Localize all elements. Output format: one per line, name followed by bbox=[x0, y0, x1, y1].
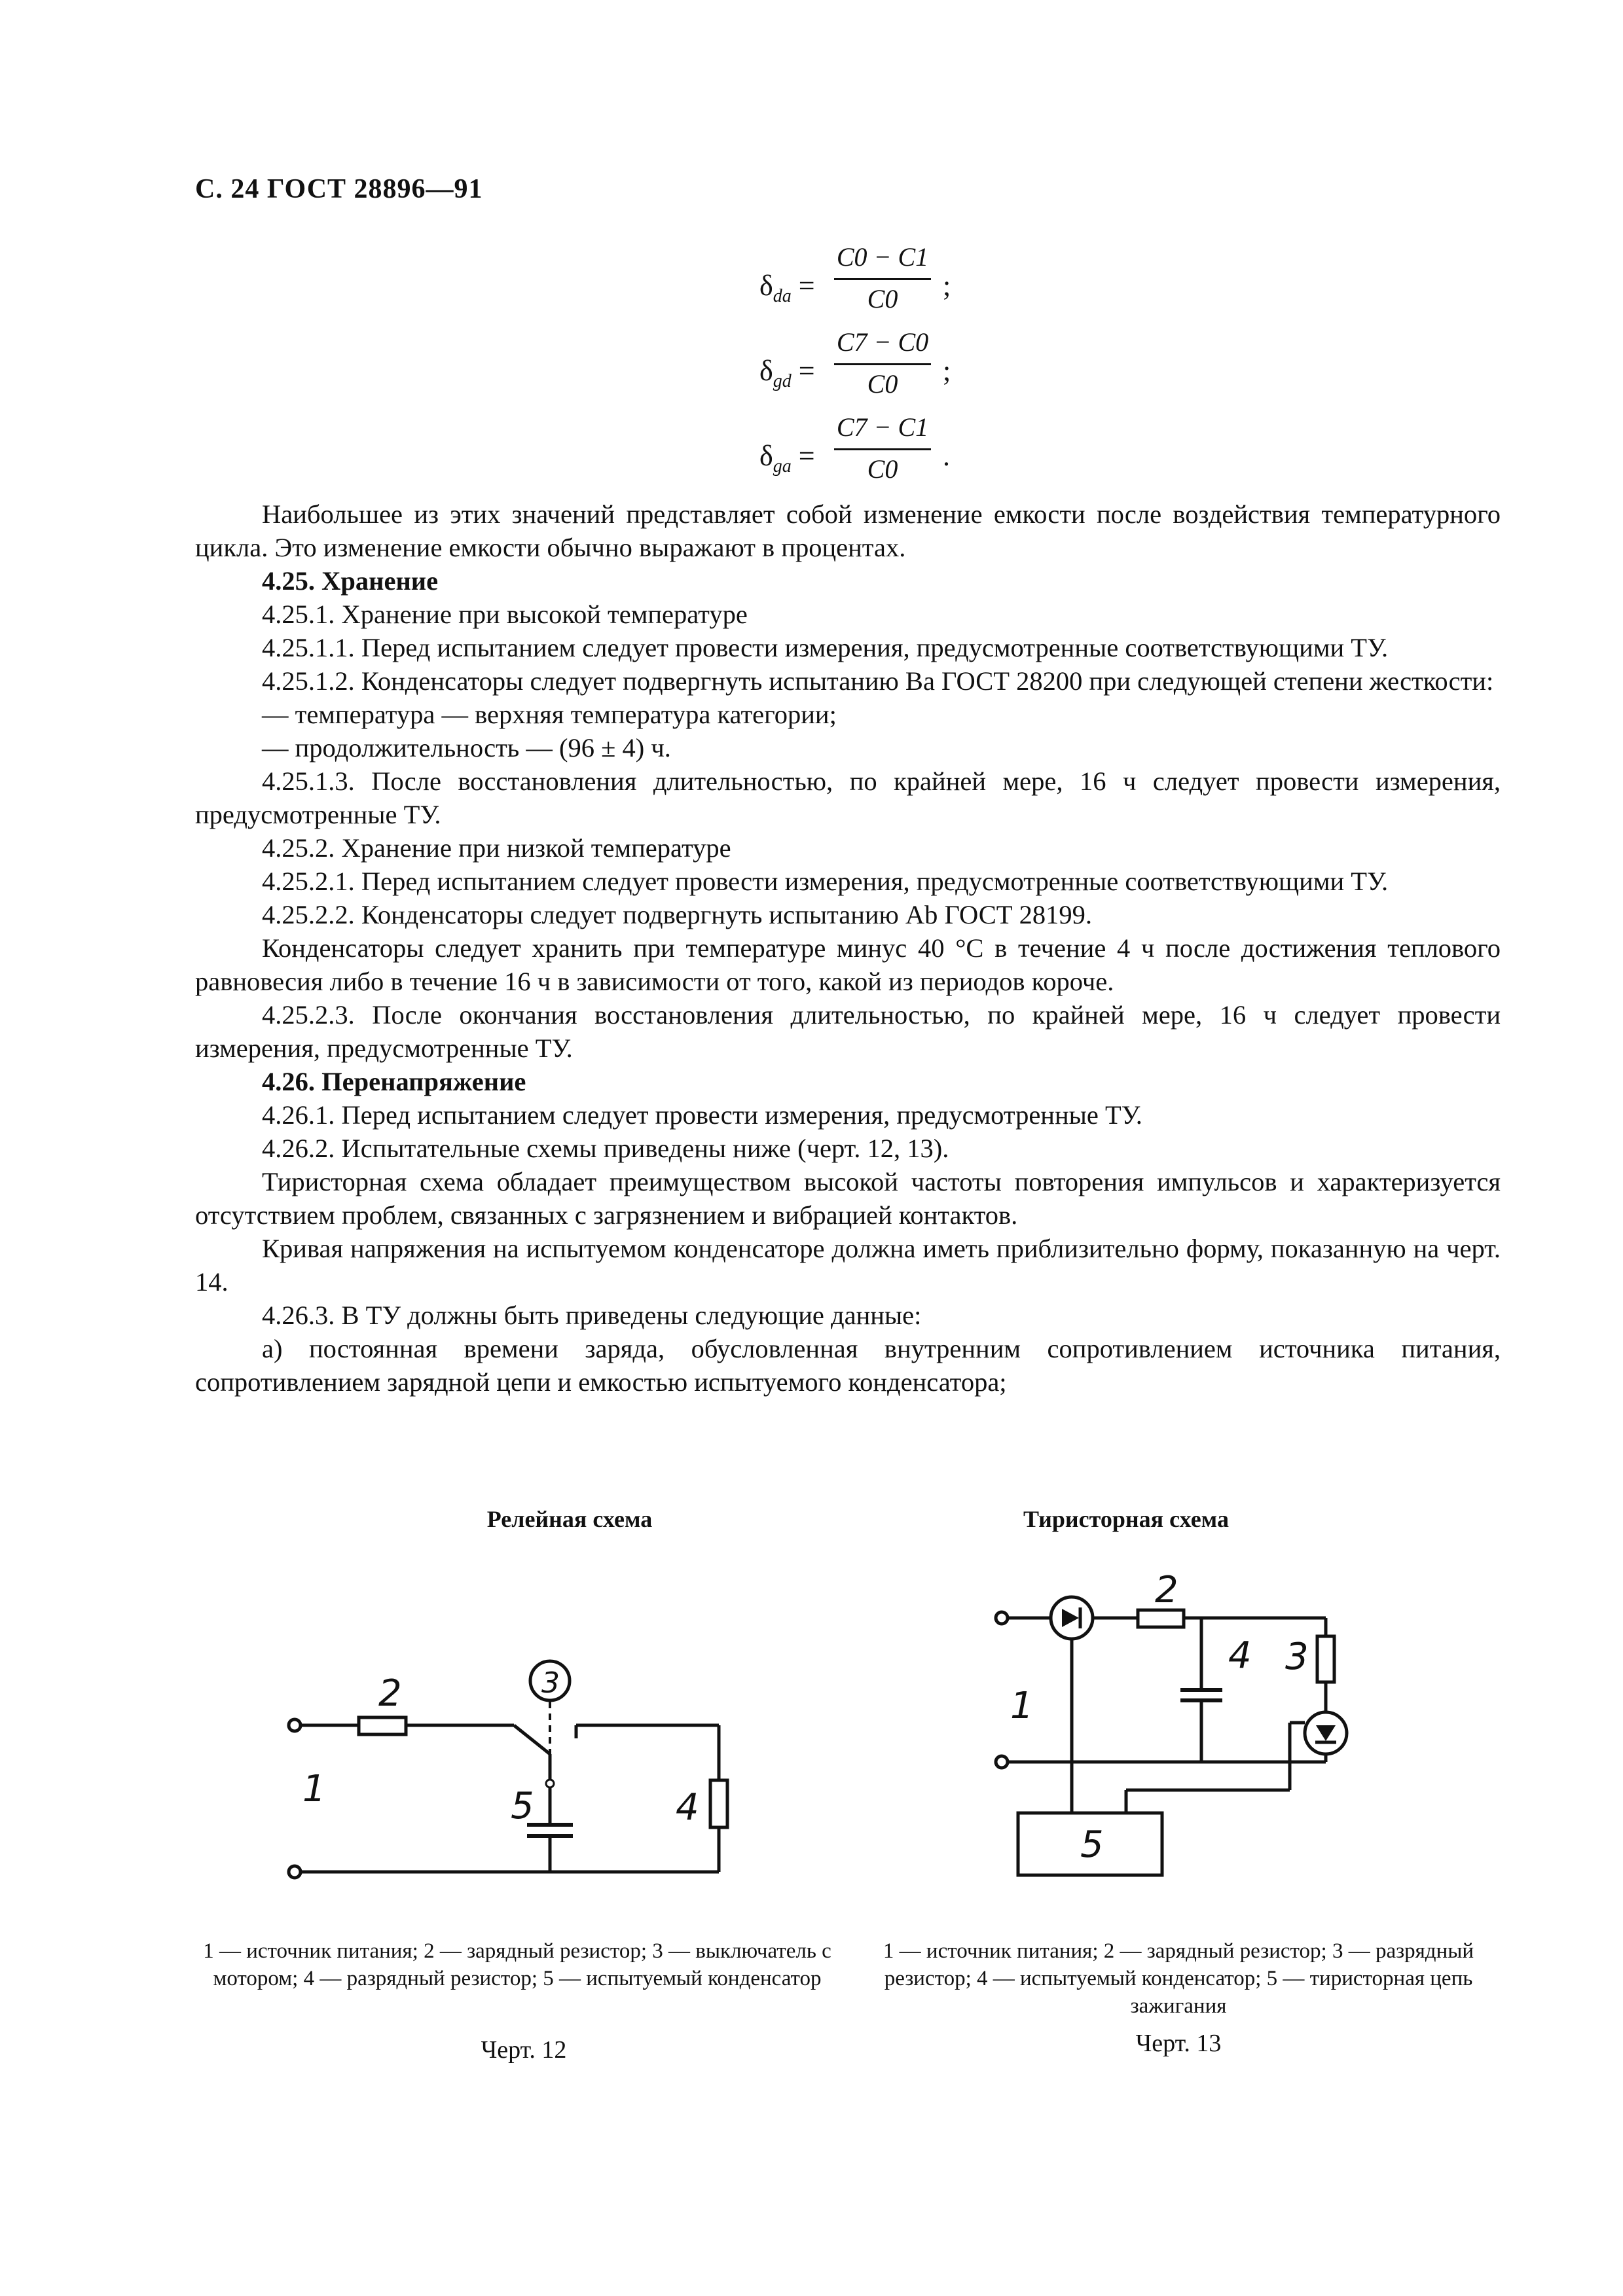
formula-denominator: C0 bbox=[867, 284, 898, 314]
formula-punct: ; bbox=[943, 355, 951, 387]
figure13-number: Черт. 13 bbox=[1135, 2030, 1222, 2057]
paragraph: 4.25.1. Хранение при высокой температуре bbox=[262, 600, 748, 629]
resistor-icon bbox=[359, 1717, 406, 1734]
formula-symbol: δ bbox=[759, 270, 773, 302]
figure13-caption: 1 — источник питания; 2 — зарядный резистор; 3 — разрядный резистор; 4 — испытуемый конденсатор; 5 — тиристорная цепь зажигания bbox=[883, 1939, 1474, 2018]
paragraph: 4.25.1.3. После восстановления длительностью, по крайней мере, 16 ч следует провести измерения, предусмотренные ТУ. bbox=[195, 766, 1501, 829]
figure13-thyristor-circuit bbox=[982, 1571, 1440, 1924]
label-2: 2 bbox=[1155, 1571, 1178, 1611]
formula-denominator: C0 bbox=[867, 454, 898, 484]
label-5: 5 bbox=[1080, 1823, 1104, 1866]
label-1: 1 bbox=[302, 1768, 326, 1810]
paragraph: 4.26.1. Перед испытанием следует провести измерения, предусмотренные ТУ. bbox=[262, 1100, 1142, 1130]
figure13-title: Тиристорная схема bbox=[1023, 1506, 1229, 1532]
paragraph: 4.25.1.1. Перед испытанием следует провести измерения, предусмотренные соответствующими ТУ. bbox=[262, 633, 1389, 662]
paragraph: 4.25.2. Хранение при низкой температуре bbox=[262, 833, 731, 863]
formula-block bbox=[759, 239, 1021, 501]
formula-delta-da: $\delta_{da}$ = C0 − C1 C0 ; bbox=[759, 239, 1021, 324]
paragraph: 4.25.1.2. Конденсаторы следует подвергнуть испытанию Ba ГОСТ 28200 при следующей степени жесткости: bbox=[262, 666, 1494, 696]
formula-numerator: C0 − C1 bbox=[836, 242, 929, 272]
formula-delta-ga: $\delta_{ga}$ = C7 − C1 C0 . bbox=[759, 409, 1021, 494]
terminal-icon bbox=[996, 1612, 1008, 1624]
label-4: 4 bbox=[676, 1786, 699, 1829]
label-4: 4 bbox=[1228, 1634, 1252, 1677]
paragraph: 4.25.2.1. Перед испытанием следует провести измерения, предусмотренные соответствующими ТУ. bbox=[262, 867, 1389, 896]
paragraph: Тиристорная схема обладает преимуществом высокой частоты повторения импульсов и характеризуется отсутствием проблем, связанных с загрязнением и вибрацией контактов. bbox=[195, 1167, 1501, 1230]
paragraph: 4.25.2.3. После окончания восстановления длительностью, по крайней мере, 16 ч следует провести измерения, предусмотренные ТУ. bbox=[195, 1000, 1501, 1063]
resistor-icon bbox=[1317, 1636, 1334, 1682]
figure12-number: Черт. 12 bbox=[481, 2036, 567, 2064]
figure12-title: Релейная схема bbox=[486, 1506, 653, 1532]
figure12-relay-circuit bbox=[262, 1649, 759, 1911]
resistor-icon bbox=[1138, 1610, 1184, 1627]
paragraph: — продолжительность — (96 ± 4) ч. bbox=[262, 733, 671, 762]
section-heading: 4.25. Хранение bbox=[262, 566, 439, 596]
formula-symbol: δ bbox=[759, 355, 773, 387]
formula-punct: ; bbox=[943, 270, 951, 302]
label-2: 2 bbox=[378, 1672, 402, 1715]
resistor-icon bbox=[710, 1780, 727, 1827]
formula-numerator: C7 − C0 bbox=[836, 327, 929, 357]
label-1: 1 bbox=[1010, 1685, 1034, 1727]
formula-denominator: C0 bbox=[867, 369, 898, 399]
formula-subscript: gd bbox=[773, 370, 792, 391]
paragraph: Наибольшее из этих значений представляет собой изменение емкости после воздействия температурного цикла. Это изменение емкости обычно выражают в процентах. bbox=[195, 499, 1501, 562]
formula-delta-gd: $\delta_{gd}$ = C7 − C0 C0 ; bbox=[759, 324, 1021, 409]
formula-symbol: δ bbox=[759, 440, 773, 472]
label-3: 3 bbox=[1285, 1636, 1309, 1678]
paragraph: 4.26.3. В ТУ должны быть приведены следующие данные: bbox=[262, 1300, 922, 1330]
paragraph: а) постоянная времени заряда, обусловленная внутренним сопротивлением источника питания, сопротивлением зарядной цепи и емкостью испытуемого конденсатора; bbox=[195, 1334, 1501, 1397]
formula-numerator: C7 − C1 bbox=[836, 412, 929, 442]
formula-subscript: da bbox=[773, 285, 792, 306]
figure12-caption: 1 — источник питания; 2 — зарядный резистор; 3 — выключатель с мотором; 4 — разрядный резистор; 5 — испытуемый конденсатор bbox=[203, 1939, 831, 1990]
formula-subscript: ga bbox=[773, 456, 792, 476]
paragraph: 4.25.2.2. Конденсаторы следует подвергнуть испытанию Ab ГОСТ 28199. bbox=[262, 900, 1092, 929]
body-text bbox=[195, 497, 1501, 1399]
page-header: С. 24 ГОСТ 28896—91 bbox=[195, 174, 483, 204]
label-3: 3 bbox=[541, 1666, 560, 1700]
paragraph: Кривая напряжения на испытуемом конденсаторе должна иметь приблизительно форму, показанную на черт. 14. bbox=[195, 1234, 1501, 1297]
formula-punct: . bbox=[943, 440, 950, 472]
paragraph: 4.26.2. Испытательные схемы приведены ниже (черт. 12, 13). bbox=[262, 1134, 949, 1163]
label-5: 5 bbox=[511, 1785, 534, 1827]
terminal-icon bbox=[996, 1756, 1008, 1768]
paragraph: Конденсаторы следует хранить при температуре минус 40 °С в течение 4 ч после достижения теплового равновесия либо в течение 16 ч в зависимости от того, какой из периодов короче. bbox=[195, 933, 1501, 996]
terminal-icon bbox=[289, 1719, 301, 1731]
paragraph: — температура — верхняя температура категории; bbox=[262, 700, 837, 729]
section-heading: 4.26. Перенапряжение bbox=[262, 1067, 526, 1096]
terminal-icon bbox=[289, 1866, 301, 1878]
